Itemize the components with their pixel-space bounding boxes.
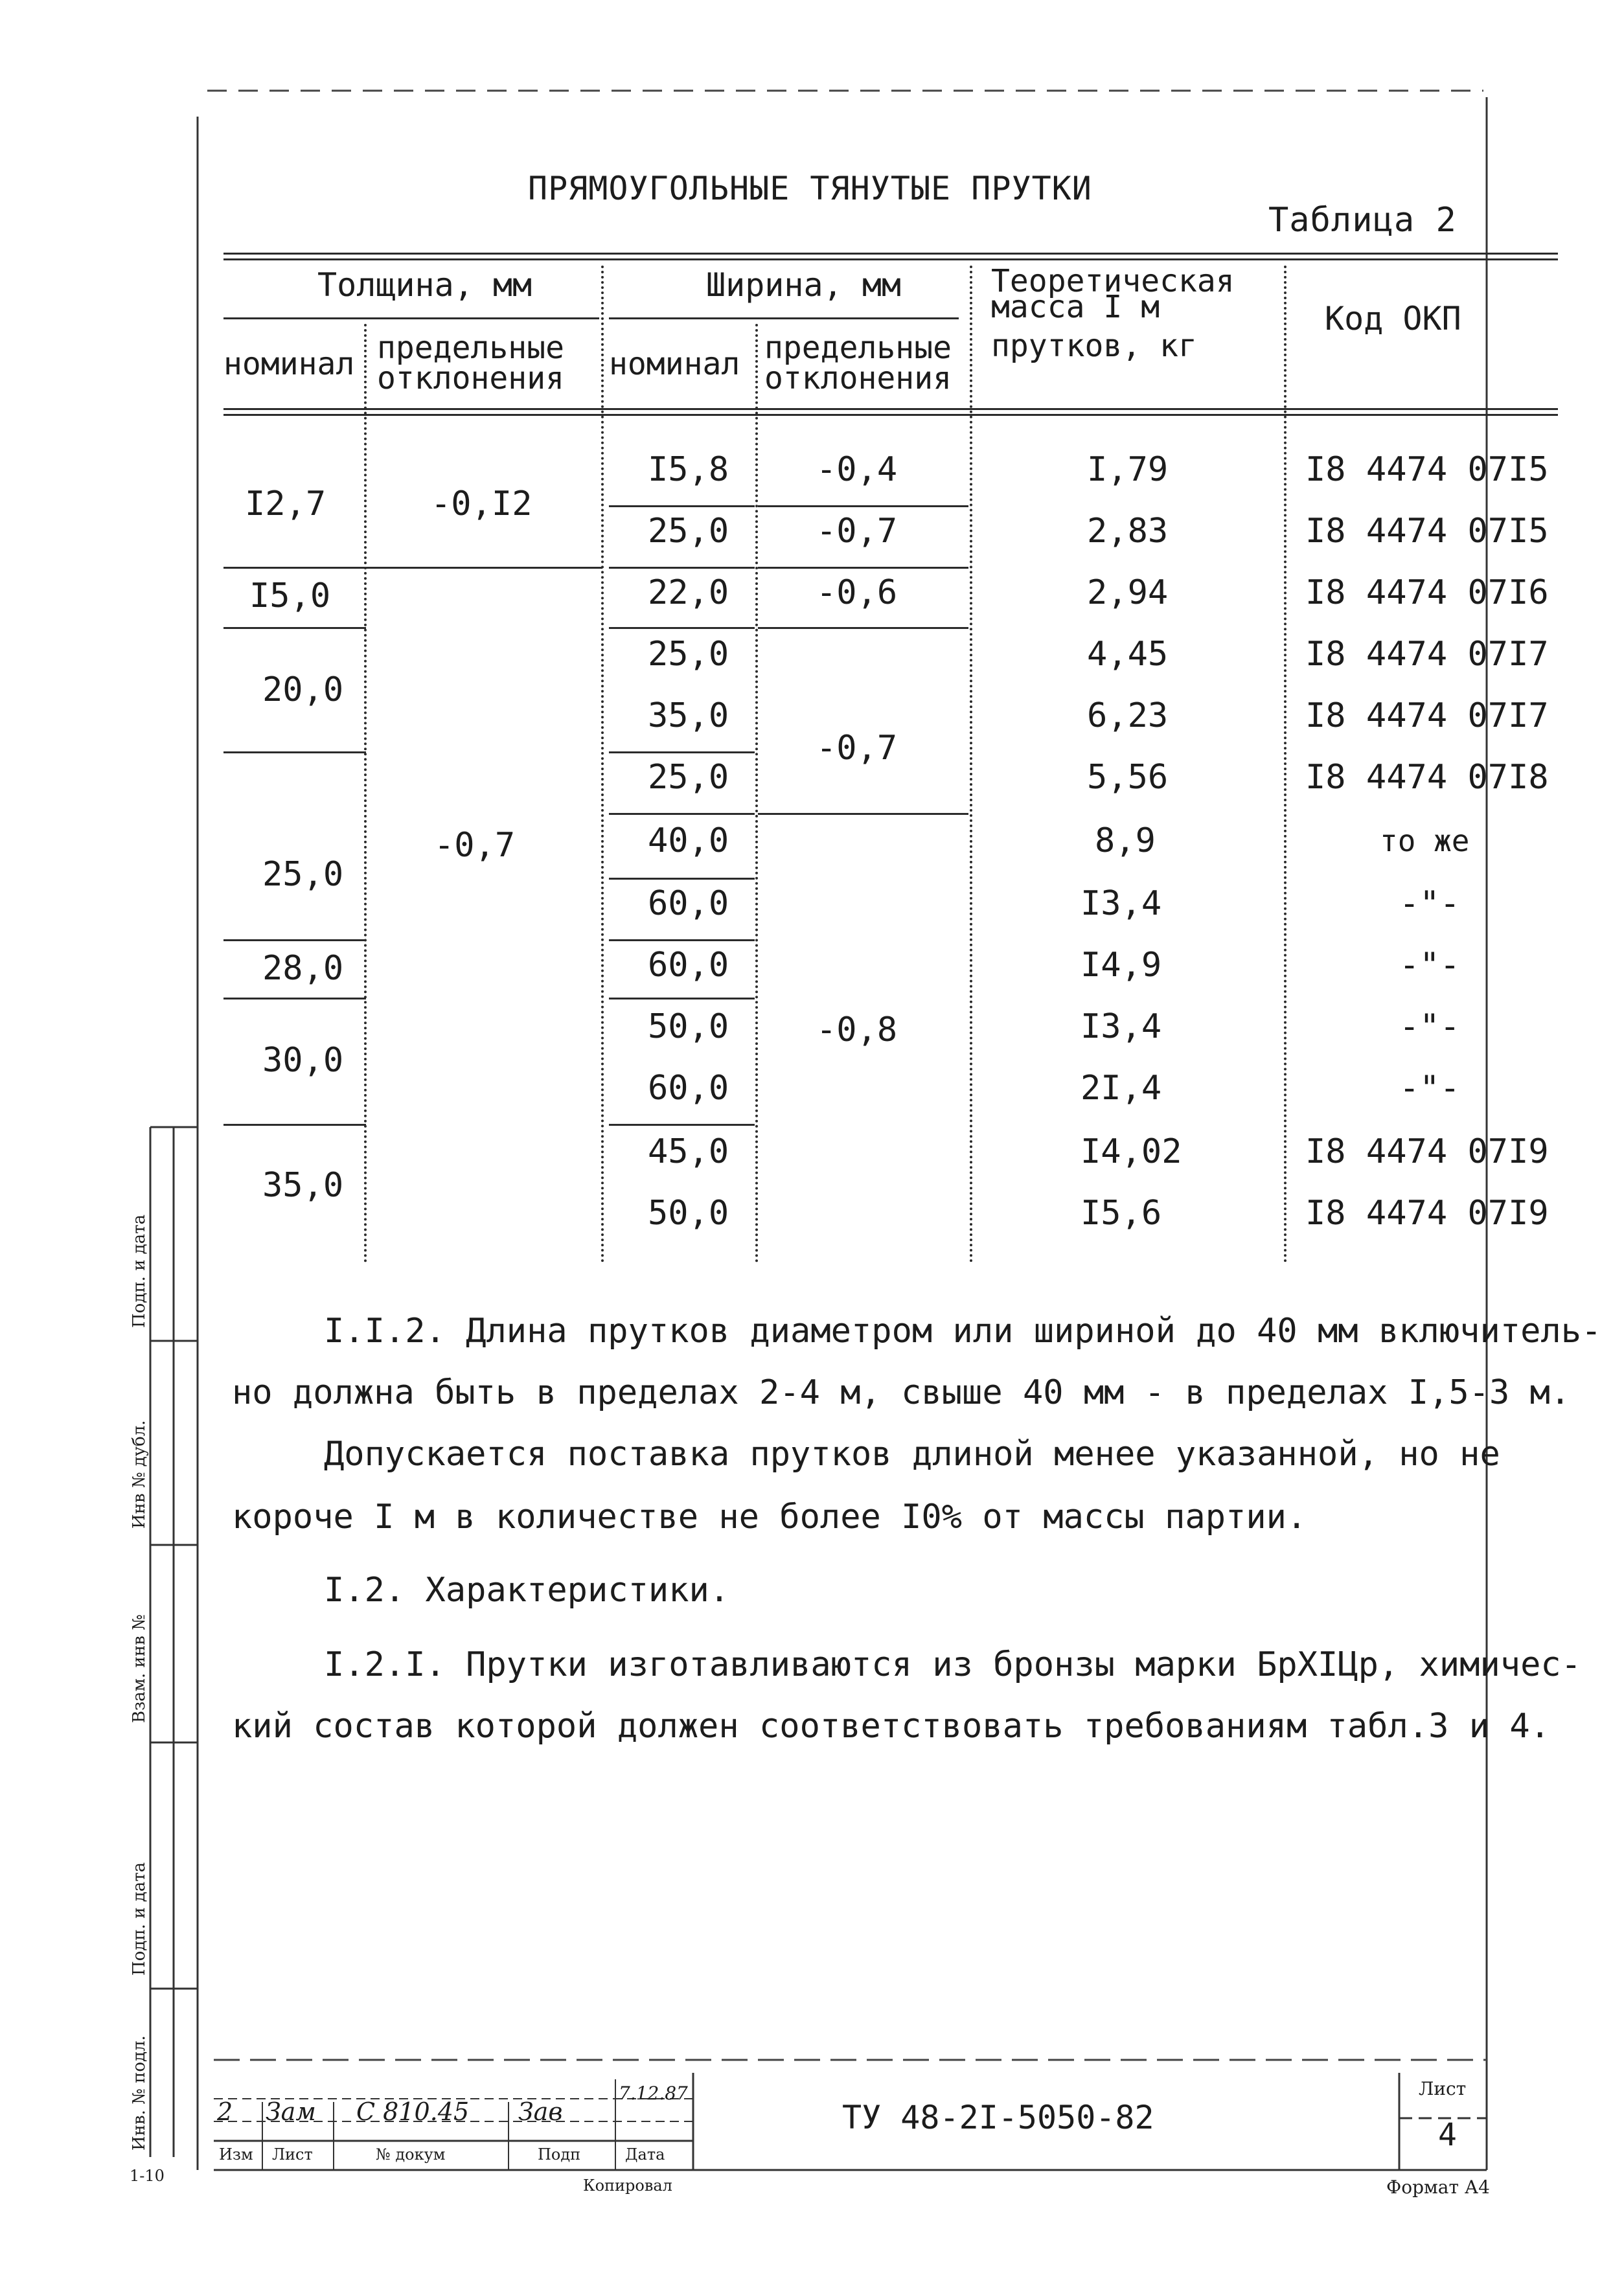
header-mass-1: Теоретическая xyxy=(991,263,1235,299)
okp-code: I8 4474 07I9 xyxy=(1305,1132,1549,1171)
stamp-col-doc: № докум xyxy=(376,2145,446,2164)
width-deviation: -0,7 xyxy=(816,729,898,768)
sub-dev-width-1: предельные xyxy=(764,330,952,366)
width-nominal: 50,0 xyxy=(648,1194,729,1233)
revision-signature: Зав xyxy=(518,2097,563,2126)
okp-code: -"- xyxy=(1399,884,1460,923)
okp-code: I8 4474 07I7 xyxy=(1305,635,1549,674)
format-label: Формат А4 xyxy=(1386,2176,1490,2198)
sub-nominal-width: номинал xyxy=(609,346,740,382)
col-sep-5 xyxy=(1284,266,1287,1263)
okp-code: I8 4474 07I7 xyxy=(1305,696,1549,735)
width-nominal: 60,0 xyxy=(648,946,729,985)
width-deviation: -0,4 xyxy=(816,450,898,489)
col-sep-2 xyxy=(601,266,604,1263)
paragraph-line: короче I м в количестве не более I0% от массы партии. xyxy=(232,1498,1307,1536)
okp-code: то же xyxy=(1380,823,1470,858)
mass-value: I4,9 xyxy=(1081,946,1162,985)
width-sep xyxy=(609,813,755,815)
header-bottom-rule xyxy=(223,408,1558,416)
sub-nominal-thickness: номинал xyxy=(223,346,355,382)
thick-dev-sep xyxy=(366,567,602,569)
side-label: Подп. и дата xyxy=(130,1214,149,1328)
page-title: ПРЯМОУГОЛЬНЫЕ ТЯНУТЫЕ ПРУТКИ xyxy=(528,170,1092,207)
okp-code: I8 4474 07I9 xyxy=(1305,1194,1549,1233)
width-deviation: -0,6 xyxy=(816,573,898,612)
okp-code: I8 4474 07I5 xyxy=(1305,512,1549,551)
col-sep-1 xyxy=(364,324,367,1263)
okp-code: -"- xyxy=(1399,1007,1460,1046)
width-nominal: 50,0 xyxy=(648,1007,729,1046)
side-label: Взам. инв № xyxy=(130,1614,149,1723)
header-width: Ширина, мм xyxy=(706,266,902,304)
width-dev-sep xyxy=(758,567,968,569)
width-nominal: 22,0 xyxy=(648,573,729,612)
revision-sheet: Зам xyxy=(266,2097,316,2126)
width-sep xyxy=(609,939,755,941)
mass-value: I,79 xyxy=(1087,450,1169,489)
mass-value: I3,4 xyxy=(1081,884,1162,923)
width-sep xyxy=(609,878,755,880)
thickness-nominal: 35,0 xyxy=(262,1166,344,1205)
sub-dev-thickness-1: предельные xyxy=(377,330,564,366)
width-dev-sep xyxy=(758,505,968,507)
width-deviation: -0,7 xyxy=(816,512,898,551)
okp-code: I8 4474 07I6 xyxy=(1305,573,1549,612)
sub-dev-width-2: отклонения xyxy=(764,360,952,396)
thickness-nominal: 30,0 xyxy=(262,1041,344,1080)
col-sep-3 xyxy=(755,324,758,1263)
col-sep-4 xyxy=(970,266,972,1263)
width-sep xyxy=(609,1124,755,1126)
revision-date: 7.12.87 xyxy=(619,2083,688,2104)
okp-code: -"- xyxy=(1399,1069,1460,1108)
width-sep xyxy=(609,998,755,999)
revision-document: С 810.45 xyxy=(356,2097,470,2126)
copied-label: Копировал xyxy=(583,2176,672,2195)
stamp-col-sign: Подп xyxy=(538,2145,581,2164)
mass-value: 4,45 xyxy=(1087,635,1169,674)
side-label: Инв. № подл. xyxy=(130,2035,149,2151)
thickness-nominal: 25,0 xyxy=(262,855,344,894)
header-mass-2: масса I м xyxy=(991,289,1160,325)
thick-sep xyxy=(223,998,366,999)
revision-number: 2 xyxy=(217,2097,233,2126)
thick-sep xyxy=(223,1124,366,1126)
thickness-nominal: I2,7 xyxy=(245,485,326,523)
sub-dev-thickness-2: отклонения xyxy=(377,360,564,396)
width-header-rule xyxy=(609,317,959,319)
paragraph-line: I.I.2. Длина прутков диаметром или шириной до 40 мм включитель- xyxy=(324,1312,1602,1351)
thickness-deviation: -0,I2 xyxy=(431,485,532,523)
stamp-col-list: Лист xyxy=(272,2145,313,2164)
side-label: Подп. и дата xyxy=(130,1862,149,1976)
width-nominal: 45,0 xyxy=(648,1132,729,1171)
width-nominal: 25,0 xyxy=(648,635,729,674)
thickness-nominal: 20,0 xyxy=(262,670,344,709)
okp-code: I8 4474 07I8 xyxy=(1305,758,1549,797)
width-sep xyxy=(609,751,755,753)
stamp-col-izm: Изм xyxy=(219,2145,253,2164)
stamp-col-date: Дата xyxy=(625,2145,665,2164)
mass-value: 6,23 xyxy=(1087,696,1169,735)
mass-value: 5,56 xyxy=(1087,758,1169,797)
width-deviation: -0,8 xyxy=(816,1011,898,1049)
mass-value: I5,6 xyxy=(1081,1194,1162,1233)
okp-code: I8 4474 07I5 xyxy=(1305,450,1549,489)
thick-sep xyxy=(223,567,366,569)
mass-value: 2,94 xyxy=(1087,573,1169,612)
width-nominal: 60,0 xyxy=(648,884,729,923)
sheet-number: 4 xyxy=(1438,2117,1457,2153)
mass-value: 2,83 xyxy=(1087,512,1169,551)
mass-value: 8,9 xyxy=(1095,821,1156,860)
width-nominal: 60,0 xyxy=(648,1069,729,1108)
paragraph-line: кий состав которой должен соответствовать требованиям табл.3 и 4. xyxy=(232,1707,1550,1746)
paragraph-line: но должна быть в пределах 2-4 м, свыше 40 мм - в пределах I,5-3 м. xyxy=(232,1373,1571,1412)
mass-value: I3,4 xyxy=(1081,1007,1162,1046)
width-sep xyxy=(609,567,755,569)
side-label: Инв № дубл. xyxy=(130,1420,149,1529)
section-heading: I.2. Характеристики. xyxy=(324,1571,730,1610)
thickness-header-rule xyxy=(223,317,599,319)
width-nominal: I5,8 xyxy=(648,450,729,489)
paragraph-line: Допускается поставка прутков длиной менее указанной, но не xyxy=(324,1435,1500,1474)
width-nominal: 35,0 xyxy=(648,696,729,735)
mass-value: 2I,4 xyxy=(1081,1069,1162,1108)
width-nominal: 25,0 xyxy=(648,758,729,797)
thick-sep xyxy=(223,627,366,629)
thickness-deviation: -0,7 xyxy=(434,826,516,865)
width-nominal: 40,0 xyxy=(648,821,729,860)
paragraph-line: I.2.I. Прутки изготавливаются из бронзы марки БрХIЦр, химичес- xyxy=(324,1645,1582,1684)
width-dev-sep xyxy=(758,627,968,629)
thickness-nominal: I5,0 xyxy=(249,577,331,615)
header-thickness: Толщина, мм xyxy=(317,266,532,304)
document-code: ТУ 48-2I-5050-82 xyxy=(842,2099,1154,2136)
table-top-rule xyxy=(223,253,1558,260)
header-mass-3: прутков, кг xyxy=(991,328,1197,364)
thick-sep xyxy=(223,939,366,941)
width-sep xyxy=(609,505,755,507)
table-number: Таблица 2 xyxy=(1268,201,1457,240)
mass-value: I4,02 xyxy=(1081,1132,1182,1171)
width-sep xyxy=(609,627,755,629)
okp-code: -"- xyxy=(1399,946,1460,985)
width-nominal: 25,0 xyxy=(648,512,729,551)
thickness-nominal: 28,0 xyxy=(262,949,344,988)
corner-code: 1-10 xyxy=(130,2167,165,2185)
header-okp: Код ОКП xyxy=(1325,300,1461,337)
thick-sep xyxy=(223,751,366,753)
width-dev-sep xyxy=(758,813,968,815)
sheet-label: Лист xyxy=(1419,2078,1467,2099)
